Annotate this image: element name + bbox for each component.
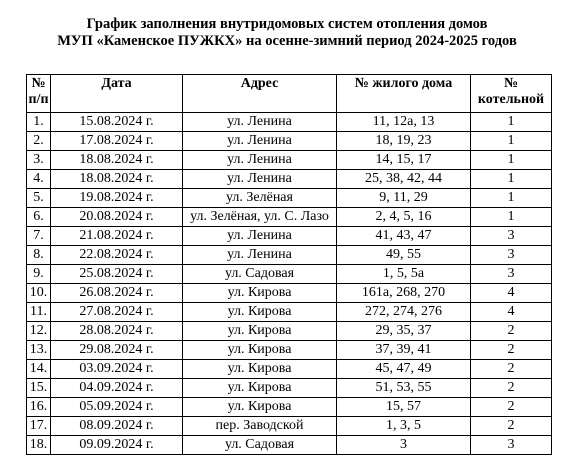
title-line-1: График заполнения внутридомовых систем отопления домов	[86, 16, 488, 32]
cell-address: пер. Заводской	[183, 417, 337, 436]
cell-house: 25, 38, 42, 44	[337, 170, 471, 189]
cell-boiler: 2	[471, 341, 552, 360]
cell-house: 29, 35, 37	[337, 322, 471, 341]
cell-date: 17.08.2024 г.	[51, 132, 183, 151]
table-row	[27, 170, 552, 189]
cell-date: 25.08.2024 г.	[51, 265, 183, 284]
table-row	[27, 417, 552, 436]
table-row	[27, 246, 552, 265]
cell-date: 05.09.2024 г.	[51, 398, 183, 417]
table-row	[27, 132, 552, 151]
cell-boiler: 1	[471, 132, 552, 151]
cell-date: 21.08.2024 г.	[51, 227, 183, 246]
cell-date: 09.09.2024 г.	[51, 436, 183, 455]
cell-house: 3	[337, 436, 471, 455]
cell-address: ул. Садовая	[183, 436, 337, 455]
cell-boiler: 4	[471, 284, 552, 303]
table-row	[27, 436, 552, 455]
cell-date: 15.08.2024 г.	[51, 113, 183, 132]
cell-address: ул. Зелёная, ул. С. Лазо	[183, 208, 337, 227]
cell-num: 17.	[27, 417, 51, 436]
cell-address: ул. Кирова	[183, 341, 337, 360]
cell-address: ул. Ленина	[183, 246, 337, 265]
cell-address: ул. Зелёная	[183, 189, 337, 208]
document-title	[0, 16, 574, 50]
table-row	[27, 341, 552, 360]
table-row	[27, 265, 552, 284]
table-row	[27, 227, 552, 246]
cell-num: 5.	[27, 189, 51, 208]
cell-address: ул. Кирова	[183, 303, 337, 322]
cell-date: 04.09.2024 г.	[51, 379, 183, 398]
cell-house: 161а, 268, 270	[337, 284, 471, 303]
cell-address: ул. Кирова	[183, 398, 337, 417]
cell-num: 2.	[27, 132, 51, 151]
table-row	[27, 360, 552, 379]
cell-boiler: 2	[471, 379, 552, 398]
cell-address: ул. Кирова	[183, 379, 337, 398]
cell-house: 51, 53, 55	[337, 379, 471, 398]
table-header-row	[27, 75, 552, 113]
cell-boiler: 2	[471, 322, 552, 341]
cell-num: 13.	[27, 341, 51, 360]
cell-house: 2, 4, 5, 16	[337, 208, 471, 227]
table-row	[27, 151, 552, 170]
cell-num: 7.	[27, 227, 51, 246]
cell-house: 41, 43, 47	[337, 227, 471, 246]
cell-house: 15, 57	[337, 398, 471, 417]
header-house: № жилого дома	[337, 75, 471, 113]
table-body	[27, 113, 552, 455]
schedule-table	[26, 74, 552, 455]
cell-boiler: 1	[471, 170, 552, 189]
table-row	[27, 322, 552, 341]
cell-boiler: 1	[471, 113, 552, 132]
cell-num: 16.	[27, 398, 51, 417]
cell-date: 29.08.2024 г.	[51, 341, 183, 360]
cell-num: 14.	[27, 360, 51, 379]
cell-house: 14, 15, 17	[337, 151, 471, 170]
cell-num: 9.	[27, 265, 51, 284]
cell-house: 49, 55	[337, 246, 471, 265]
cell-address: ул. Садовая	[183, 265, 337, 284]
cell-num: 15.	[27, 379, 51, 398]
cell-house: 37, 39, 41	[337, 341, 471, 360]
cell-num: 4.	[27, 170, 51, 189]
cell-num: 6.	[27, 208, 51, 227]
cell-boiler: 2	[471, 398, 552, 417]
cell-boiler: 2	[471, 360, 552, 379]
cell-date: 26.08.2024 г.	[51, 284, 183, 303]
cell-address: ул. Ленина	[183, 227, 337, 246]
title-line-2: МУП «Каменское ПУЖКХ» на осенне-зимний период 2024-2025 годов	[57, 33, 517, 49]
header-num: № п/п	[27, 75, 51, 113]
cell-date: 19.08.2024 г.	[51, 189, 183, 208]
cell-date: 28.08.2024 г.	[51, 322, 183, 341]
cell-boiler: 1	[471, 208, 552, 227]
table-row	[27, 398, 552, 417]
cell-address: ул. Кирова	[183, 284, 337, 303]
table-row	[27, 379, 552, 398]
cell-boiler: 2	[471, 417, 552, 436]
cell-address: ул. Ленина	[183, 170, 337, 189]
header-address: Адрес	[183, 75, 337, 113]
table-row	[27, 284, 552, 303]
table-row	[27, 113, 552, 132]
cell-date: 22.08.2024 г.	[51, 246, 183, 265]
table-row	[27, 303, 552, 322]
cell-house: 1, 5, 5а	[337, 265, 471, 284]
cell-date: 20.08.2024 г.	[51, 208, 183, 227]
cell-address: ул. Ленина	[183, 113, 337, 132]
cell-num: 10.	[27, 284, 51, 303]
cell-house: 272, 274, 276	[337, 303, 471, 322]
cell-address: ул. Ленина	[183, 151, 337, 170]
cell-boiler: 3	[471, 227, 552, 246]
cell-boiler: 4	[471, 303, 552, 322]
cell-house: 18, 19, 23	[337, 132, 471, 151]
cell-boiler: 3	[471, 246, 552, 265]
table-row	[27, 208, 552, 227]
cell-date: 03.09.2024 г.	[51, 360, 183, 379]
cell-date: 08.09.2024 г.	[51, 417, 183, 436]
cell-address: ул. Кирова	[183, 322, 337, 341]
cell-date: 18.08.2024 г.	[51, 151, 183, 170]
cell-num: 3.	[27, 151, 51, 170]
cell-num: 11.	[27, 303, 51, 322]
cell-num: 8.	[27, 246, 51, 265]
cell-address: ул. Ленина	[183, 132, 337, 151]
cell-boiler: 1	[471, 189, 552, 208]
header-boiler: № котельной	[471, 75, 552, 113]
cell-house: 9, 11, 29	[337, 189, 471, 208]
cell-boiler: 3	[471, 265, 552, 284]
cell-num: 1.	[27, 113, 51, 132]
cell-house: 45, 47, 49	[337, 360, 471, 379]
table-row	[27, 189, 552, 208]
cell-boiler: 3	[471, 436, 552, 455]
cell-house: 11, 12а, 13	[337, 113, 471, 132]
cell-num: 12.	[27, 322, 51, 341]
cell-date: 27.08.2024 г.	[51, 303, 183, 322]
cell-address: ул. Кирова	[183, 360, 337, 379]
cell-date: 18.08.2024 г.	[51, 170, 183, 189]
cell-boiler: 1	[471, 151, 552, 170]
cell-house: 1, 3, 5	[337, 417, 471, 436]
cell-num: 18.	[27, 436, 51, 455]
header-date: Дата	[51, 75, 183, 113]
